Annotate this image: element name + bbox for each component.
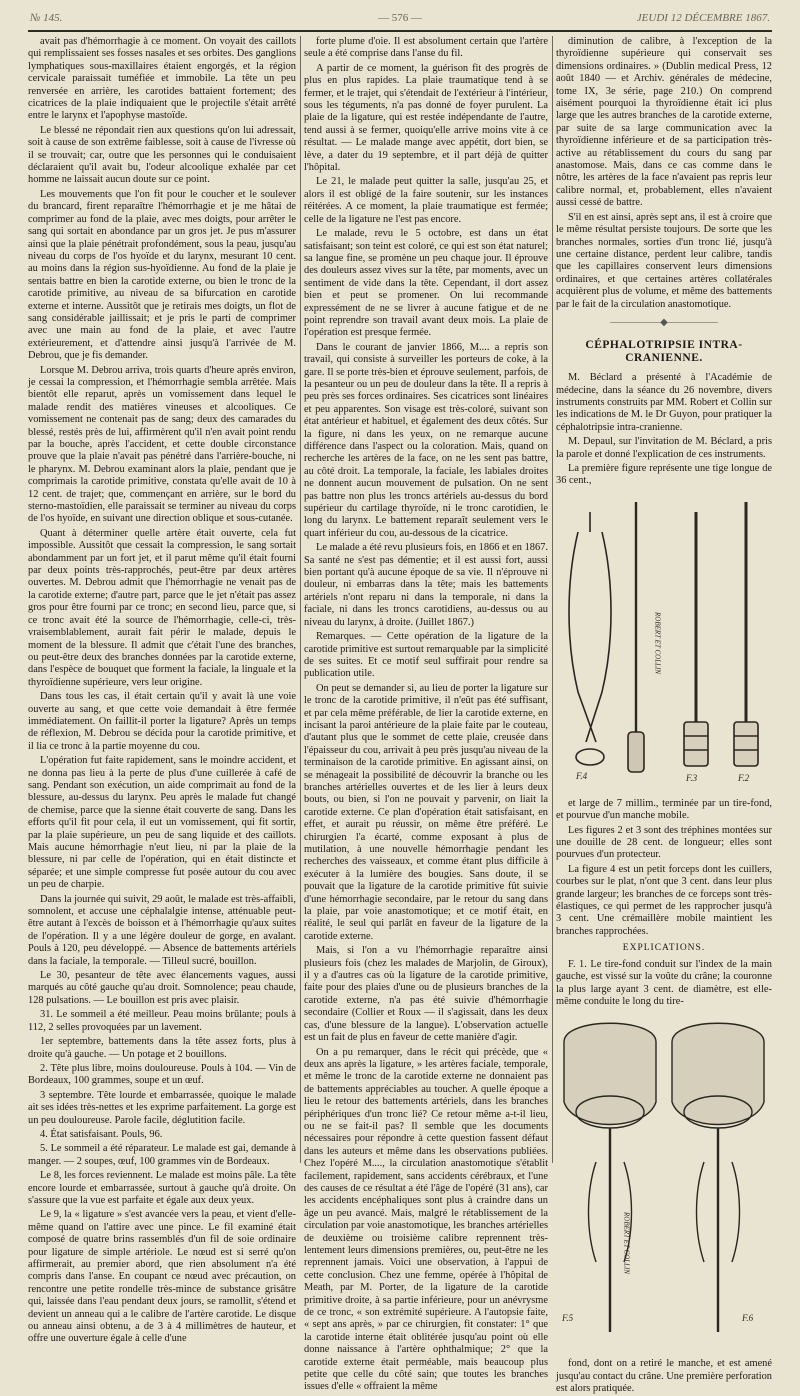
paragraph: 4. État satisfaisant. Pouls, 96. [40, 1128, 163, 1140]
paragraph: A partir de ce moment, la guérison fit des progrès de plus en plus rapides. La plaie traumatique tend à se fermer, et le trajet, qui s'étendait de l'extérieur à l'intérieur, sous les téguments, n'a pas donné de foyer purulent. La plaie de la ligature, qui est restée indépendante de l'autre, tend aussi à se fermer, quoiqu'elle arrive moins vite à ce résultat. — Le malade mange avec appétit, dort bien, se lève, a dater du 19 septembre, et il part déjà de quitter l'hôpital. [304, 62, 548, 174]
paragraph: Dans la journée qui suivit, 29 août, le malade est très-affaibli, somnolent, et accuse une céphalalgie intense, atténuable peut-être autant à l'excès de boisson et à l'hémorrhagie qu'aux suites de l'opération. Il y a une légère douleur de gorge, en avalant. Pouls à 120, peu développé. — Absence de battements artériels dans la faciale, la temporale. — Tilleul sucré, bouillon. [28, 893, 296, 967]
paragraph: 31. Le sommeil a été meilleur. Peau moins brûlante; pouls à 112, 2 selles provoquées par un lavement. [28, 1009, 296, 1033]
header-page-number: — 576 — [378, 12, 422, 24]
figure-label: F.5 [562, 1313, 574, 1324]
paragraph: On peut se demander si, au lieu de porter la ligature sur le tronc de la carotide primitive, il n'eût pas été suffisant, et par cela même préférable, de lier la carotide externe, en incisant la paroi antérieure de la plaie faite par le couteau, d'autant plus que le sommet de cette plaie, creusée dans l'épaisseur du cou, arrivait à peu près jusqu'au niveau de la terminaison de la carotide primitive. En agissant ainsi, on se ménageait la possibilité de découvrir la branche ou les branches artérielles ouvertes et de les lier à leurs deux bouts, ou bien, si l'on ne pouvait y parvenir, on liait la carotide externe. Ce plan d'opération était satisfaisant, en effet, et aurait pu réussir, on même être préféré. Le chirurgien l'a écarté, comme exposant à plus de mutilation, à une nouvelle hémorrhagie pendant les recherches des vaisseaux, et comme étant plus difficile à exécuter à la lumière des bougies. Sans doute, il se pouvait que la ligature de la carotide primitive fût suivie d'une hémorrhagie secondaire, par le retour du sang dans la plaie, par voie anastomotique; et ce motif était, en réalité, le seul qui parlât en faveur de la ligature de la carotide externe. [304, 682, 548, 942]
figure-label: F.2 [738, 772, 750, 783]
paragraph: Les figures 2 et 3 sont des tréphines montées sur une douille de 28 cent. de longueur; elles sont pourvues d'un protecteur. [556, 824, 772, 861]
page-header [30, 8, 770, 30]
paragraph: 2. Tête plus libre, moins douloureuse. Pouls à 104. — Vin de Bordeaux, 100 grammes, soupe et un œuf. [28, 1062, 296, 1087]
paragraph: Le blessé ne répondait rien aux questions qu'on lui adressait, soit à cause de son extrême faiblesse, soit à cause de l'ivresse où il se trouvait; car, outre que les personnes qui le conduisaient déclaraient qu'il avait bu, l'odeur alcoolique exhalée par cet homme ne laissait aucun doute sur ce point. [28, 124, 296, 186]
paragraph: M. Depaul, sur l'invitation de M. Béclard, a pris la parole et donné l'explication de ces instruments. [556, 436, 772, 460]
paragraph: Le 30, pesanteur de tête avec élancements vagues, aussi marqués au côté gauche qu'au droit. Somnolence; peau chaude, 128 pulsations. — Le bouillon est pris avec plaisir. [28, 970, 296, 1006]
skull-instrument-illustration [556, 1012, 772, 1352]
header-rule [28, 30, 772, 32]
paragraph: Remarques. — Cette opération de la ligature de la carotide primitive est surtout remarquable par la simplicité de ses suites. Et ce motif seul suffirait pour rendre sa publication utile. [304, 631, 548, 680]
paragraph: M. Béclard a présenté à l'Académie de médecine, dans la séance du 26 novembre, divers instruments construits par MM. Robert et Collin sur les indications de M. le Dr Guyon, pour pratiquer la céphalotripsie intra-cranienne. [556, 372, 772, 433]
instruments-figure-1 [556, 492, 772, 792]
maker-mark: ROBERT ET COLLIN [653, 611, 662, 674]
instruments-illustration [556, 492, 772, 792]
paragraph: 1er septembre, battements dans la tête assez forts, plus à droite qu'à gauche. — Un potage et 2 bouillons. [28, 1036, 296, 1060]
paragraph: L'opération fut faite rapidement, sans le moindre accident, et ne donna pas lieu à la perte de plus d'une cuillerée à café de sang. Pendant son exécution, un aide comprimait au fond de la blessure, au-dessus du larynx. Peu après le malade fut changé de chemise, parce que la sienne était couverte de sang. Dans les efforts qu'il fit pour cela, il eut un vomissement, qui fit sortir, par la plaie supérieure, un peu de sang liquide et des caillots. Mais aucune hémorrhagie n'eut lieu, ni par la plaie de la blessure, ni par celle de l'opération, qui en était distincte et séparée; et une simple compresse fut posée autour du cou avec un peu de charpie. [28, 755, 296, 891]
figure-label: F.6 [742, 1313, 754, 1324]
paragraph: 5. Le sommeil a été réparateur. Le malade est gai, demande à manger. — 2 soupes, œuf, 100 grammes vin de Bordeaux. [28, 1143, 296, 1167]
paragraph: Mais, si l'on a vu l'hémorrhagie reparaître ainsi plusieurs fois (chez les malades de Marjolin, de Giroux), il y a d'autres cas où la ligature de la carotide primitive, faite pour des plaies d'une ou de plusieurs branches de la carotide externe, n'a pas été suivie d'hémorrhagie secondaire (Collier et Roux — il s'agissait, dans les deux cas, d'une blessure de la langue). L'observation actuelle est un fait de plus en faveur de cette manière d'agir. [304, 945, 548, 1044]
paragraph: Dans tous les cas, il était certain qu'il y avait là une voie ouverte au sang, et que cette voie demandait à être fermée immédiatement. On faillit-il porter la ligature? Après un temps de réflexion, M. Debrou se décida pour la carotide primitive, et il lia ce tronc à la partie moyenne du cou. [28, 691, 296, 752]
paragraph: Le malade, revu le 5 octobre, est dans un état satisfaisant; son teint est coloré, ce qui est son état naturel; sa langue fine, se promène un peu chaque jour. Il éprouve des douleurs assez vives sur la tête, par moments, avec un sentiment de vide dans la tête. Cependant, il dort assez bien et peut se promener. On lui recommande expressément de ne se livrer à aucune fatigue et de ne point reprendre son travail avant deux mois. La plaie de l'opération est presque fermée. [304, 228, 548, 339]
column-2 [304, 36, 548, 1393]
figure-label: F.3 [686, 772, 698, 783]
section-divider: —————◆————— [610, 316, 718, 328]
paragraph: Lorsque M. Debrou arriva, trois quarts d'heure après environ, je cessai la compression, et l'hémorrhagie sembla arrêtée. Mais bientôt elle reparut, après un vomissement dans lequel le malade rendit des matières vineuses et alcooliques. Ce vomissement ne contenait pas de sang; deux des camarades du blessé, restés près de lui, affirmèrent qu'il n'en avait point rendu par la bouche, après l'accident, et cette double circonstance prouve que la plaie n'avait pas pénétré dans l'arrière-bouche, ni le pharynx. M. Debrou examinant alors la plaie, pendant que je comprimais la carotide primitive, constata qu'elle avait de 10 à 12 cent. de trajet; que, commençant en arrière, sur le bord du sterno-mastoïdien, elle paraissait se terminer au niveau du corps de l'os hyoïde, en suivant une direction oblique et sous-cutanée. [28, 364, 296, 525]
paragraph: S'il en est ainsi, après sept ans, il est à croire que le même résultat persiste toujours. De sorte que les branches normales, sorties d'un tronc lié, jusqu'à une certaine distance, perdent leur calibre, tandis que les capillaires conservent leurs dimensions ordinaires, et que certaines artères collatérales acquièrent plus de volume, et même des battements par le fait de la circulation anastomotique. [556, 211, 772, 310]
maker-mark: ROBERT ET COLLIN [622, 1212, 631, 1275]
paragraph: Le malade a été revu plusieurs fois, en 1866 et en 1867. Sa santé ne s'est pas démentie; et il est aussi fort, aussi bien portant qu'à aucune époque de sa vie. Il n'éprouve ni douleur, ni embarras dans la tête; mais les battements artériels n'ont reparu ni dans la temporale, ni dans la faciale, ni dans les troncs carotidiens, au-dessus ou au niveau du larynx, à droite. (Juillet 1867.) [304, 542, 548, 628]
column-separator [300, 36, 301, 1163]
paragraph: La figure 4 est un petit forceps dont les cuillers, courbes sur le plat, n'ont que 3 cent. dans leur plus grande largeur; les branches de ce forceps sont très-élastiques, ce qui permet de les rapprocher jusqu'à 3 cent. Une crémaillère mobile maintient les branches rapprochées. [556, 863, 772, 937]
paragraph: et large de 7 millim., terminée par un tire-fond, et pourvue d'un manche mobile. [556, 797, 772, 822]
paragraph: Dans le courant de janvier 1866, M.... a repris son travail, qui consiste à surveiller les porteurs de coke, à la gare. Il se porte très-bien et éprouve seulement, parfois, de la pesanteur ou un peu de douleur dans la tête. Il a repris à peu près ses forces ordinaires. Ses cicatrices sont linéaires et peu apparentes. Son visage est très-coloré, suivant son état antérieur et habituel, et également des deux côtés. Sur la figure, ni dans les yeux, on ne remarque aucune différence dans l'aspect ou la coloration. Mais, quand on recherche les artères de la face, on ne les sent pas battre, au côté droit. La temporale, la faciale, les labiales droites ne donnent aucun mouvement de pulsation. On ne sent pas battre non plus les troncs artériels au-dessus du bord supérieur du cartilage thyroïde, ni le tronc carotidien, le long du larynx. Le battement reparaît seulement vers le quart inférieur du cou, au-dessous de la cicatrice. [304, 341, 548, 539]
column-3 [556, 36, 772, 1395]
paragraph: fond, dont on a retiré le manche, et est amené jusqu'au contact du crâne. Une première perforation est alors pratiquée. [556, 1358, 772, 1395]
header-date: JEUDI 12 DÉCEMBRE 1867. [636, 12, 770, 24]
paragraph: La première figure représente une tige longue de 36 cent., [556, 463, 772, 487]
paragraph: Quant à déterminer quelle artère était ouverte, cela fut impossible. Aussitôt que cessait la compression, le sang sortait abondamment par un fort jet, et il parut même qu'il était fourni par deux points très-rapprochés, peut-être par deux artères ouvertes. M. Debrou admit que l'hémorrhagie ne venait pas de la carotide externe; d'autre part, parce que le jet n'était pas assez gros pour être fourni par ce tronc; en second lieu, parce que, si ce tronc avait été la source de l'hémorrhagie, celle-ci, très-vraisemblablement, aurait fait périr le malade, depuis le moment de la blessure. Il admit que c'était l'une des branches, ou peut-être deux des branches données par la carotide externe, dans l'espèce de bouquet que forment la faciale, la linguale et la thyroïdienne supérieure, vers leur origine. [28, 527, 296, 688]
section-title: CÉPHALOTRIPSIE INTRA-CRANIENNE. [585, 339, 743, 364]
paragraph: forte plume d'oie. Il est absolument certain que l'artère seule a été comprise dans l'anse du fil. [304, 36, 548, 60]
header-issue: № 145. [30, 12, 63, 24]
paragraph: diminution de calibre, à l'exception de la thyroïdienne supérieure qui conservait ses dimensions ordinaires. » (Dublin medical Press, 12 août 1840 — et Archiv. générales de médecine, tome IX, 3e série, page 210.) On comprend aisément pourquoi la thyroïdienne était ici plus large que les autres branches de la carotide externe, par suite de sa large communication avec la thyroïdienne inférieure et de sa participation très-active au rétablissement du cours du sang par anastomose. Mais, dans ce cas comme dans le nôtre, les artères de la face n'avaient pas repris leur calibre normal, et, probablement, elles n'avaient aussi cessé de battre. [556, 36, 772, 209]
column-separator [552, 36, 553, 1163]
paragraph: Le 9, la « ligature » s'est avancée vers la peau, et vient d'elle-même quand on l'attire avec une pince. Le fil examiné était composé de quatre brins rassemblés d'un fil de soie ordinaire pour ligature de simple artériole. Le nœud est si serré qu'on affirmerait, au premier abord, que rien absolument n'a été compris dans l'anse. En coupant ce nœud avec précaution, on rencontre une petite rondelle très-mince de substance grisâtre qui, laissée dans l'eau pendant deux jours, se ramollit, s'étend et devient un anneau qui a le calibre de l'artère carotide. Le disque ou anneau ainsi obtenu, a de 3 à 4 millimètres de hauteur, et offre une ouverture égale à celle d'une [28, 1209, 296, 1345]
paragraph: Le 21, le malade peut quitter la salle, jusqu'au 25, et alors il est obligé de la faire soutenir, sur les instances réitérées. A ce moment, la plaie traumatique est fermée; celle de la ligature ne l'est pas encore. [304, 176, 548, 225]
paragraph: Les mouvements que l'on fit pour le coucher et le soulever du brancard, firent reparaître l'hémorrhagie et je me hâtai de comprimer au fond de la plaie, avec mes doigts, pour arrêter le sang qui sortait en abondance par un gros jet. Je pus m'assurer ainsi que la plaie pénétrait profondément, sous la peau, jusqu'au niveau du corps de l'os hyoïde et du larynx, mesurant 10 cent. au moins dans la région sus-hyoïdienne. Au fond de la plaie je sentais battre en bien la carotide externe, ou bien le tronc de la carotide primitive, au niveau de sa bifurcation en carotide externe et interne. Aussitôt que je retirais mes doigts, un flot de sang considérable jaillissait; et je pris le parti de comprimer avec une main au fond de la plaie, et avec l'autre extérieurement, et d'attendre ainsi jusqu'à l'arrivée de M. Debrou, que je fis demander. [28, 188, 296, 362]
instruments-figure-2 [556, 1012, 772, 1352]
paragraph: On a pu remarquer, dans le récit qui précède, que « deux ans après la ligature, » les artères faciale, temporale, et même le tronc de la carotide externe ne donnaient pas de battements appréciables au toucher. A quelle époque a lieu le retour des battements artériels, dans les branches périphériques d'un tronc lié? Ce retour même a-t-il lieu, ou ne se fait-il pas? Il semble que les documents nécessaires pour répondre à cette question fassent défaut dans les auteurs et même dans les observations publiées. Chez l'opéré M...., la circulation anastomotique s'établit facilement, rapidement, sans accidents cérébraux, et l'une des causes de ce résultat a été l'âge de l'opéré (31 ans), car les accidents encéphaliques sont plus à craindre dans un âge un peu avancé. Mais, malgré le rétablissement de la circulation par voie anastomotique, les branches artérielles de deuxième ou troisième calibre reprennent très-lentement leurs dimensions premières, ou, peut-être ne les reprennent jamais. Voici une observation, à l'appui de cette conclusion. Chez une femme, opérée à l'hôpital de Meath, par M. Porter, de la ligature de la carotide primitive droite, à sa partie inférieure, pour un anévrysme de ce tronc, « son extrémité supérieure. A l'autopsie faite, « sept ans après, » par ce chirurgien, fit constater: 1° que la carotide interne était oblitérée jusqu'au point où elle donne naissance à l'artère ophthalmique; 2° que la carotide externe était perméable, mais beaucoup plus petite que celle du côté sain; que toutes les branches issues d'elle « offraient la même [304, 1046, 548, 1393]
column-1 [28, 36, 296, 1345]
paragraph: avait pas d'hémorrhagie à ce moment. On voyait des caillots qui remplissaient ses fosses nasales et ses orbites. Des ganglions lymphatiques sous-maxillaires étaient engorgés, et la région cervicale paraissait tuméfiée et immobile. La tête un peu renversée en arrière, les carotides battaient fortement; des cicatrices de la plaie indiquaient que le projectile s'était arrêté entre le larynx et l'apophyse mastoïde. [28, 36, 296, 122]
paragraph: F. 1. Le tire-fond conduit sur l'index de la main gauche, est vissé sur la voûte du crâne; la couronne la plus large ayant 3 cent. de diamètre, est elle-même conduite le long du tire- [556, 958, 772, 1007]
paragraph: Le 8, les forces reviennent. Le malade est moins pâle. La tête encore lourde et embarrassée, surtout à gauche qu'à droite. On s'assure que la vue est parfaite et égale aux deux yeux. [28, 1170, 296, 1206]
figure-label: F.4 [576, 770, 588, 781]
explications-heading: EXPLICATIONS. [622, 943, 706, 954]
paragraph: 3 septembre. Tête lourde et embarrassée, quoique le malade ait ses idées très-nettes et les exprime parfaitement. La gorge est un peu douloureuse. Parole facile, déglutition facile. [28, 1089, 296, 1126]
